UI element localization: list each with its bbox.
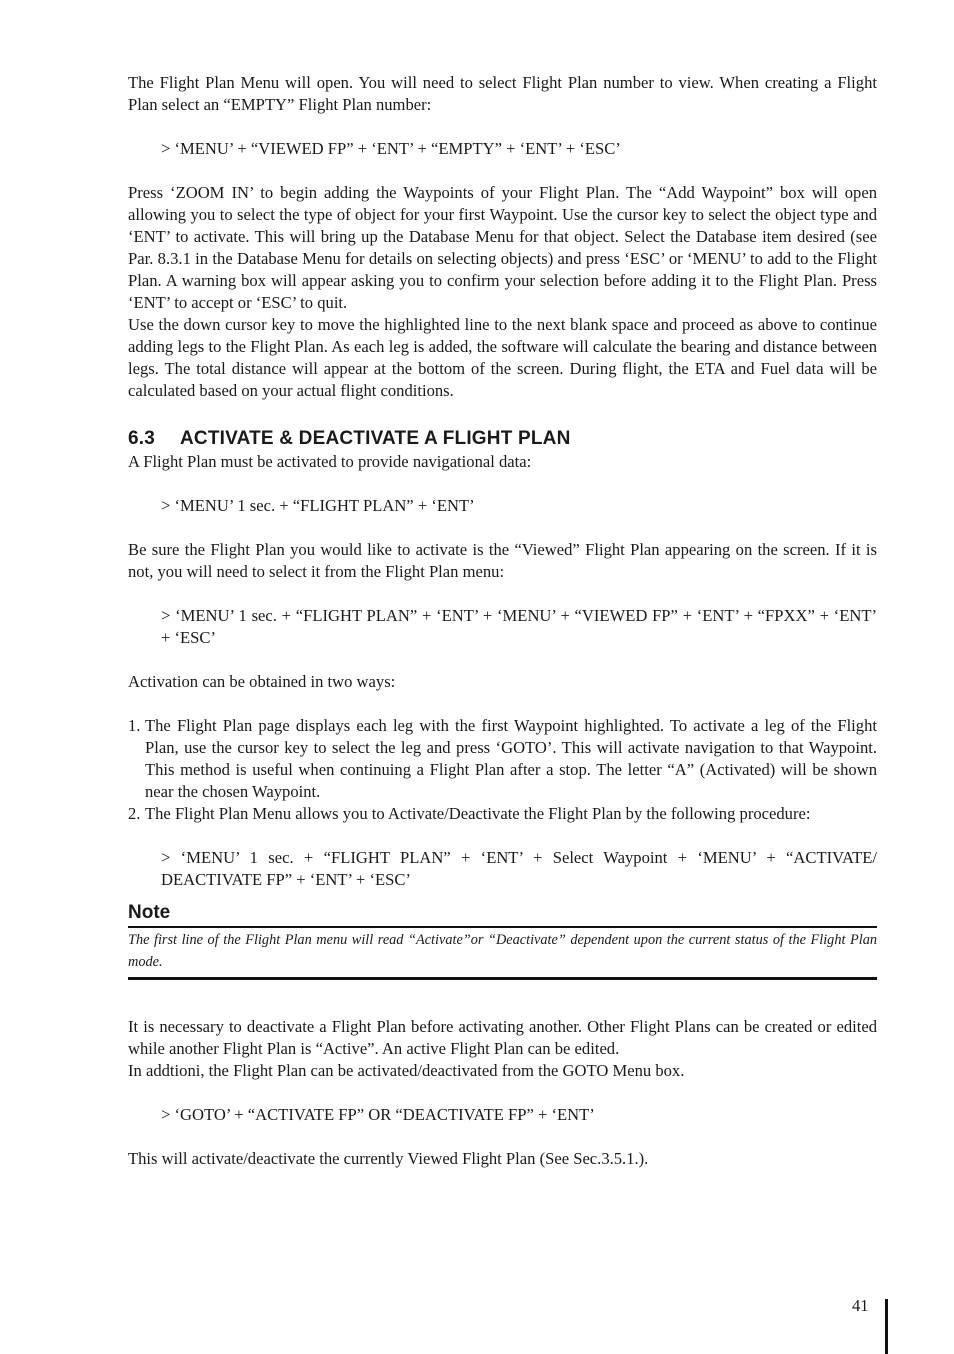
section-heading [128, 427, 877, 451]
body-paragraph: Use the down cursor key to move the highlighted line to the next blank space and proceed as above to continue adding legs to the Flight Plan. As each leg is added, the software will calculate the bearing and distance between legs. The total distance will appear at the bottom of the screen. During flight, the ETA and Fuel data will be calculated based on your actual flight conditions. [128, 315, 877, 400]
body-paragraph: This will activate/deactivate the currently Viewed Flight Plan (See Sec.3.5.1.). [128, 1149, 649, 1168]
list-item-text: The Flight Plan page displays each leg with the first Waypoint highlighted. To activate a leg of the Flight Plan, use the cursor key to select the leg and press ‘GOTO’. This will activate navigation to that Waypoint. This method is useful when continuing a Flight Plan after a stop. The letter “A” (Activated) will be shown near the chosen Waypoint. [145, 716, 877, 801]
list-item [128, 803, 877, 825]
body-paragraph: In addtioni, the Flight Plan can be activated/deactivated from the GOTO Menu box. [128, 1061, 685, 1080]
note-box [128, 901, 877, 980]
note-body: The first line of the Flight Plan menu will read “Activate”or “Deactivate” dependent upon the current status of the Flight Plan mode. [128, 928, 877, 980]
body-paragraph: Be sure the Flight Plan you would like to activate is the “Viewed” Flight Plan appearing on the screen. If it is not, you will need to select it from the Flight Plan menu: [128, 540, 877, 581]
page-number-rule [885, 1299, 888, 1354]
activation-methods-list [128, 715, 877, 825]
section-title: ACTIVATE & DEACTIVATE A FLIGHT PLAN [180, 428, 571, 449]
body-paragraph: Activation can be obtained in two ways: [128, 672, 396, 691]
intro-paragraph: The Flight Plan Menu will open. You will need to select Flight Plan number to view. When creating a Flight Plan select an “EMPTY” Flight Plan number: [128, 73, 877, 114]
list-item-text: The Flight Plan Menu allows you to Activate/Deactivate the Flight Plan by the following procedure: [145, 804, 811, 823]
command-line: > ‘MENU’ 1 sec. + “FLIGHT PLAN” + ‘ENT’ + Select Waypoint + ‘MENU’ + “ACTIVATE/ DEACTIVATE FP” + ‘ENT’ + ‘ESC’ [161, 848, 877, 889]
list-marker: 2. [128, 804, 141, 823]
command-line: > ‘MENU’ + “VIEWED FP” + ‘ENT’ + “EMPTY” + ‘ENT’ + ‘ESC’ [161, 139, 621, 158]
command-line: > ‘GOTO’ + “ACTIVATE FP” OR “DEACTIVATE FP” + ‘ENT’ [161, 1105, 595, 1124]
body-paragraph: It is necessary to deactivate a Flight Plan before activating another. Other Flight Plans can be created or edited while another Flight Plan is “Active”. An active Flight Plan can be edited. [128, 1017, 877, 1058]
section-number: 6.3 [128, 428, 156, 449]
note-title: Note [128, 901, 877, 928]
body-paragraph: Press ‘ZOOM IN’ to begin adding the Waypoints of your Flight Plan. The “Add Waypoint” box will open allowing you to select the type of object for your first Waypoint. Use the cursor key to select the object type and ‘ENT’ to activate. This will bring up the Database Menu for that object. Select the Database item desired (see Par. 8.3.1 in the Database Menu for details on selecting objects) and press ‘ESC’ or ‘MENU’ to add to the Flight Plan. A warning box will appear asking you to confirm your selection before adding it to the Flight Plan. Press ‘ENT’ to accept or ‘ESC’ to quit. [128, 183, 877, 312]
list-marker: 1. [128, 716, 141, 735]
command-line: > ‘MENU’ 1 sec. + “FLIGHT PLAN” + ‘ENT’ + ‘MENU’ + “VIEWED FP” + ‘ENT’ + “FPXX” + ‘ENT’ + ‘ESC’ [161, 606, 877, 647]
command-line: > ‘MENU’ 1 sec. + “FLIGHT PLAN” + ‘ENT’ [161, 496, 475, 515]
list-item [128, 715, 877, 803]
body-paragraph: A Flight Plan must be activated to provide navigational data: [128, 452, 532, 471]
page-content [128, 72, 877, 1170]
page-number: 41 [852, 1296, 869, 1315]
